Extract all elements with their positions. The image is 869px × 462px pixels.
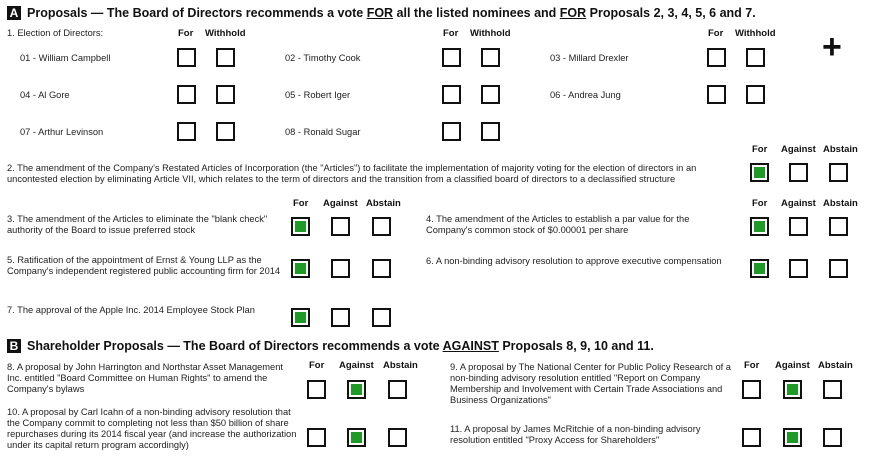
col-abstain-p9: Abstain xyxy=(818,360,853,371)
proposal-6-for-checkbox[interactable] xyxy=(750,259,769,278)
col-for-p9: For xyxy=(744,360,760,371)
col-against-p4: Against xyxy=(781,198,816,209)
nominee-01-withhold-checkbox[interactable] xyxy=(216,48,235,67)
proposal-6-against-checkbox[interactable] xyxy=(789,259,808,278)
proposal-11-against-checkbox[interactable] xyxy=(783,428,802,447)
proposal-10-for-checkbox[interactable] xyxy=(307,428,326,447)
col-for-p2: For xyxy=(752,144,768,155)
proposal-2-for-checkbox[interactable] xyxy=(750,163,769,182)
proposal-2-against-checkbox[interactable] xyxy=(789,163,808,182)
proposal-4-text: 4. The amendment of the Articles to establish a par value for the Company's common stock of $0.00001 per share xyxy=(426,214,690,235)
nominee-02-withhold-checkbox[interactable] xyxy=(481,48,500,67)
col-for-1: For xyxy=(178,28,194,39)
proposal-2-abstain-checkbox[interactable] xyxy=(829,163,848,182)
section-a-header: A Proposals — The Board of Directors recommends a vote FOR all the listed nominees and FOR Proposals 2, 3, 4, 5, 6 and 7. xyxy=(7,6,756,20)
proposal-8-text: 8. A proposal by John Harrington and Northstar Asset Management Inc. entitled "Board Committee on Human Rights" to amend the Company's bylaws xyxy=(7,362,283,394)
proposal-9-text: 9. A proposal by The National Center for Public Policy Research of a non-binding advisory resolution entitled "Report on Company Membership and Involvement with Certain Trade Associations and Business Organizations" xyxy=(450,362,731,405)
proposal-5-for-checkbox[interactable] xyxy=(291,259,310,278)
nominee-01: 01 - William Campbell xyxy=(20,53,111,63)
col-abstain-p3: Abstain xyxy=(366,198,401,209)
col-against-p8: Against xyxy=(339,360,374,371)
nominee-06-withhold-checkbox[interactable] xyxy=(746,85,765,104)
proposal-11-for-checkbox[interactable] xyxy=(742,428,761,447)
nominee-02-for-checkbox[interactable] xyxy=(442,48,461,67)
nominee-03-withhold-checkbox[interactable] xyxy=(746,48,765,67)
proposal-7-abstain-checkbox[interactable] xyxy=(372,308,391,327)
nominee-04: 04 - Al Gore xyxy=(20,90,70,100)
nominee-03: 03 - Millard Drexler xyxy=(550,53,629,63)
nominee-02: 02 - Timothy Cook xyxy=(285,53,361,63)
section-b-badge: B xyxy=(7,339,21,353)
proposal-5-against-checkbox[interactable] xyxy=(331,259,350,278)
col-for-3: For xyxy=(708,28,724,39)
proposal-10-against-checkbox[interactable] xyxy=(347,428,366,447)
proposal-3-abstain-checkbox[interactable] xyxy=(372,217,391,236)
nominee-05-withhold-checkbox[interactable] xyxy=(481,85,500,104)
col-withhold-1: Withhold xyxy=(205,28,246,39)
col-for-2: For xyxy=(443,28,459,39)
nominee-07-for-checkbox[interactable] xyxy=(177,122,196,141)
proposal-4-abstain-checkbox[interactable] xyxy=(829,217,848,236)
nominee-07-withhold-checkbox[interactable] xyxy=(216,122,235,141)
nominee-04-withhold-checkbox[interactable] xyxy=(216,85,235,104)
section-a-badge: A xyxy=(7,6,21,20)
proposal-9-for-checkbox[interactable] xyxy=(742,380,761,399)
col-for-p3: For xyxy=(293,198,309,209)
col-for-p8: For xyxy=(309,360,325,371)
nominee-06-for-checkbox[interactable] xyxy=(707,85,726,104)
nominee-07: 07 - Arthur Levinson xyxy=(20,127,104,137)
col-abstain-p2: Abstain xyxy=(823,144,858,155)
proposal-8-for-checkbox[interactable] xyxy=(307,380,326,399)
col-for-p4: For xyxy=(752,198,768,209)
proposal-2-text: 2. The amendment of the Company's Restated Articles of Incorporation (the "Articles") to facilitate the implementation of majority voting for the election of directors in an uncontested election by eliminating Article VII, which relates to the term of directors and the transition from a classified board of directors to a declassified structure xyxy=(7,163,697,184)
col-against-p3: Against xyxy=(323,198,358,209)
nominee-06: 06 - Andrea Jung xyxy=(550,90,621,100)
proposal-8-abstain-checkbox[interactable] xyxy=(388,380,407,399)
proposal-3-for-checkbox[interactable] xyxy=(291,217,310,236)
proposal-4-for-checkbox[interactable] xyxy=(750,217,769,236)
col-against-p9: Against xyxy=(775,360,810,371)
proposal-6-abstain-checkbox[interactable] xyxy=(829,259,848,278)
nominee-05: 05 - Robert Iger xyxy=(285,90,351,100)
proposal-5-abstain-checkbox[interactable] xyxy=(372,259,391,278)
nominee-08-withhold-checkbox[interactable] xyxy=(481,122,500,141)
plus-icon: + xyxy=(822,28,842,66)
proposal-9-abstain-checkbox[interactable] xyxy=(823,380,842,399)
nominee-04-for-checkbox[interactable] xyxy=(177,85,196,104)
proposal-11-abstain-checkbox[interactable] xyxy=(823,428,842,447)
proposal-10-abstain-checkbox[interactable] xyxy=(388,428,407,447)
proposal-3-text: 3. The amendment of the Articles to eliminate the "blank check" authority of the Board to issue preferred stock xyxy=(7,214,268,235)
nominee-08-for-checkbox[interactable] xyxy=(442,122,461,141)
col-abstain-p4: Abstain xyxy=(823,198,858,209)
col-against-p2: Against xyxy=(781,144,816,155)
proposal-4-against-checkbox[interactable] xyxy=(789,217,808,236)
proposal-7-text: 7. The approval of the Apple Inc. 2014 Employee Stock Plan xyxy=(7,305,255,315)
proposal-7-for-checkbox[interactable] xyxy=(291,308,310,327)
proposal-9-against-checkbox[interactable] xyxy=(783,380,802,399)
nominee-05-for-checkbox[interactable] xyxy=(442,85,461,104)
nominee-08: 08 - Ronald Sugar xyxy=(285,127,361,137)
proposal-8-against-checkbox[interactable] xyxy=(347,380,366,399)
section-b-header: B Shareholder Proposals — The Board of Directors recommends a vote AGAINST Proposals 8, 9, 10 and 11. xyxy=(7,339,654,353)
proposal-11-text: 11. A proposal by James McRitchie of a non-binding advisory resolution entitled "Proxy Access for Shareholders" xyxy=(450,424,701,445)
election-label: 1. Election of Directors: xyxy=(7,28,104,38)
col-abstain-p8: Abstain xyxy=(383,360,418,371)
proposal-10-text: 10. A proposal by Carl Icahn of a non-binding advisory resolution that the Company commit to completing not less than $50 billion of share repurchases during its 2014 fiscal year (and increase the authorization under its capital return program accordingly) xyxy=(7,407,297,450)
proposal-5-text: 5. Ratification of the appointment of Ernst & Young LLP as the Company's independent registered public accounting firm for 2014 xyxy=(7,255,281,276)
proposal-3-against-checkbox[interactable] xyxy=(331,217,350,236)
col-withhold-3: Withhold xyxy=(735,28,776,39)
proposal-7-against-checkbox[interactable] xyxy=(331,308,350,327)
nominee-03-for-checkbox[interactable] xyxy=(707,48,726,67)
nominee-01-for-checkbox[interactable] xyxy=(177,48,196,67)
col-withhold-2: Withhold xyxy=(470,28,511,39)
proposal-6-text: 6. A non-binding advisory resolution to approve executive compensation xyxy=(426,256,722,266)
